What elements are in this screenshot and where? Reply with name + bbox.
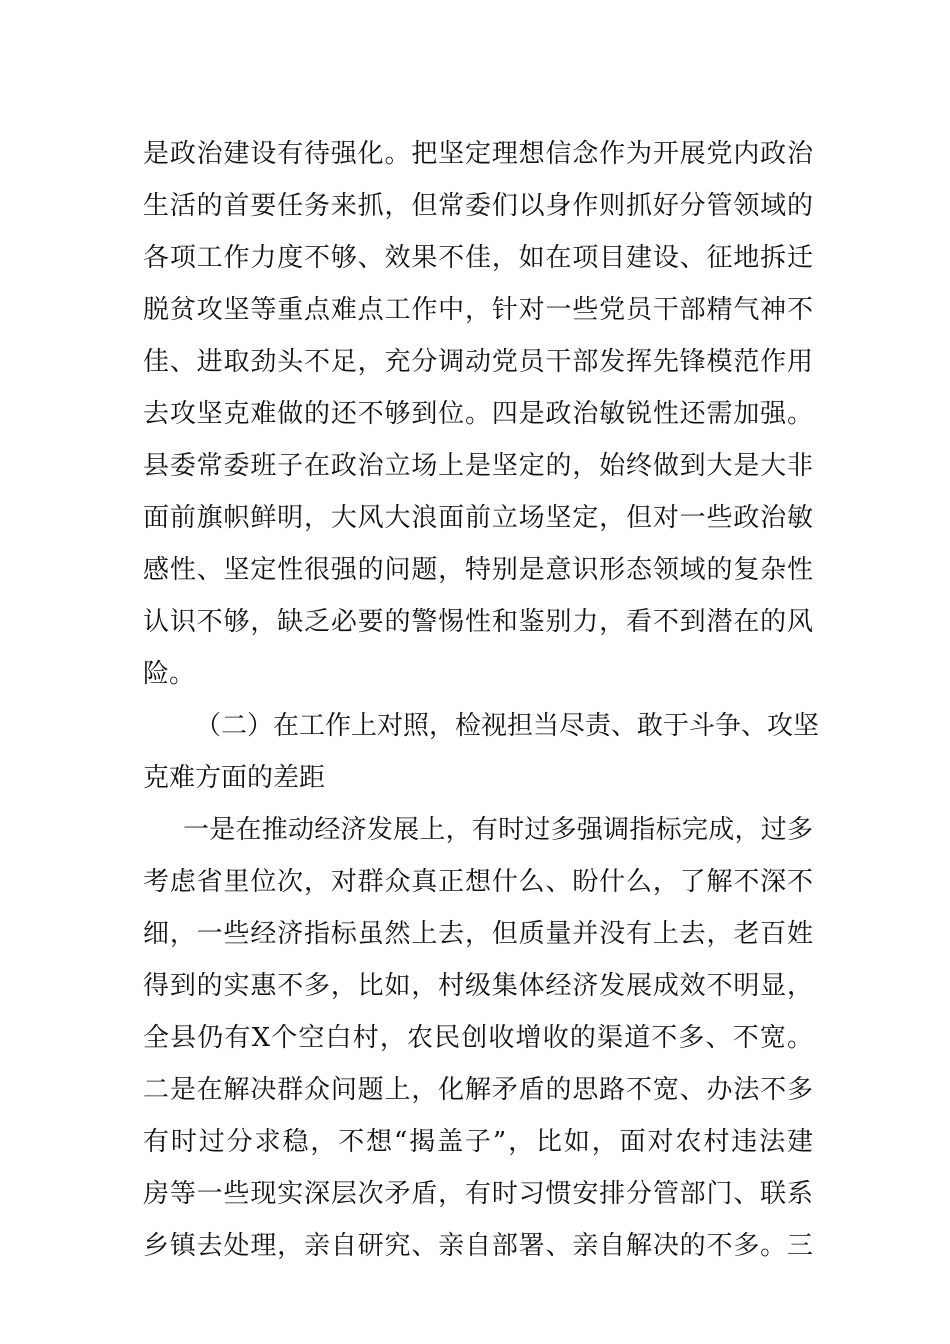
text-line: 得到的实惠不多，比如，村级集体经济发展成效不明显，: [143, 971, 813, 1001]
text-line: 是政治建设有待强化。把坚定理想信念作为开展党内政治: [143, 139, 813, 169]
text-line: 房等一些现实深层次矛盾，有时习惯安排分管部门、联系: [143, 1179, 813, 1209]
text-line: 面前旗帜鲜明，大风大浪面前立场坚定，但对一些政治敏: [143, 503, 813, 533]
section-heading-line: 克难方面的差距: [143, 763, 326, 793]
text-line: 细，一些经济指标虽然上去，但质量并没有上去，老百姓: [143, 919, 813, 949]
text-line: 全县仍有X个空白村，农民创收增收的渠道不多、不宽。: [143, 1023, 813, 1053]
text-line: 险。: [143, 659, 196, 689]
text-line: 去攻坚克难做的还不够到位。四是政治敏锐性还需加强。: [143, 399, 813, 429]
document-body: [143, 128, 820, 1272]
text-line: 生活的首要任务来抓，但常委们以身作则抓好分管领域的: [143, 191, 813, 221]
text-line: 脱贫攻坚等重点难点工作中，针对一些党员干部精气神不: [143, 295, 813, 325]
text-line: 认识不够，缺乏必要的警惕性和鉴别力，看不到潜在的风: [143, 607, 813, 637]
text-line: 感性、坚定性很强的问题，特别是意识形态领域的复杂性: [143, 555, 813, 585]
text-line: 佳、进取劲头不足，充分调动党员干部发挥先锋模范作用: [143, 347, 813, 377]
text-line: 县委常委班子在政治立场上是坚定的，始终做到大是大非: [143, 451, 813, 481]
text-line: 有时过分求稳，不想“揭盖子”，比如，面对农村违法建: [143, 1127, 813, 1157]
text-line: 各项工作力度不够、效果不佳，如在项目建设、征地拆迁: [143, 243, 813, 273]
text-line: 考虑省里位次，对群众真正想什么、盼什么，了解不深不: [143, 867, 813, 897]
text-line: 一是在推动经济发展上，有时过多强调指标完成，过多: [183, 815, 813, 845]
text-line: 乡镇去处理，亲自研究、亲自部署、亲自解决的不多。三: [143, 1231, 813, 1261]
text-line: 二是在解决群众问题上，化解矛盾的思路不宽、办法不多: [143, 1075, 813, 1105]
section-heading-line: （二）在工作上对照，检视担当尽责、敢于斗争、攻坚: [195, 711, 820, 741]
